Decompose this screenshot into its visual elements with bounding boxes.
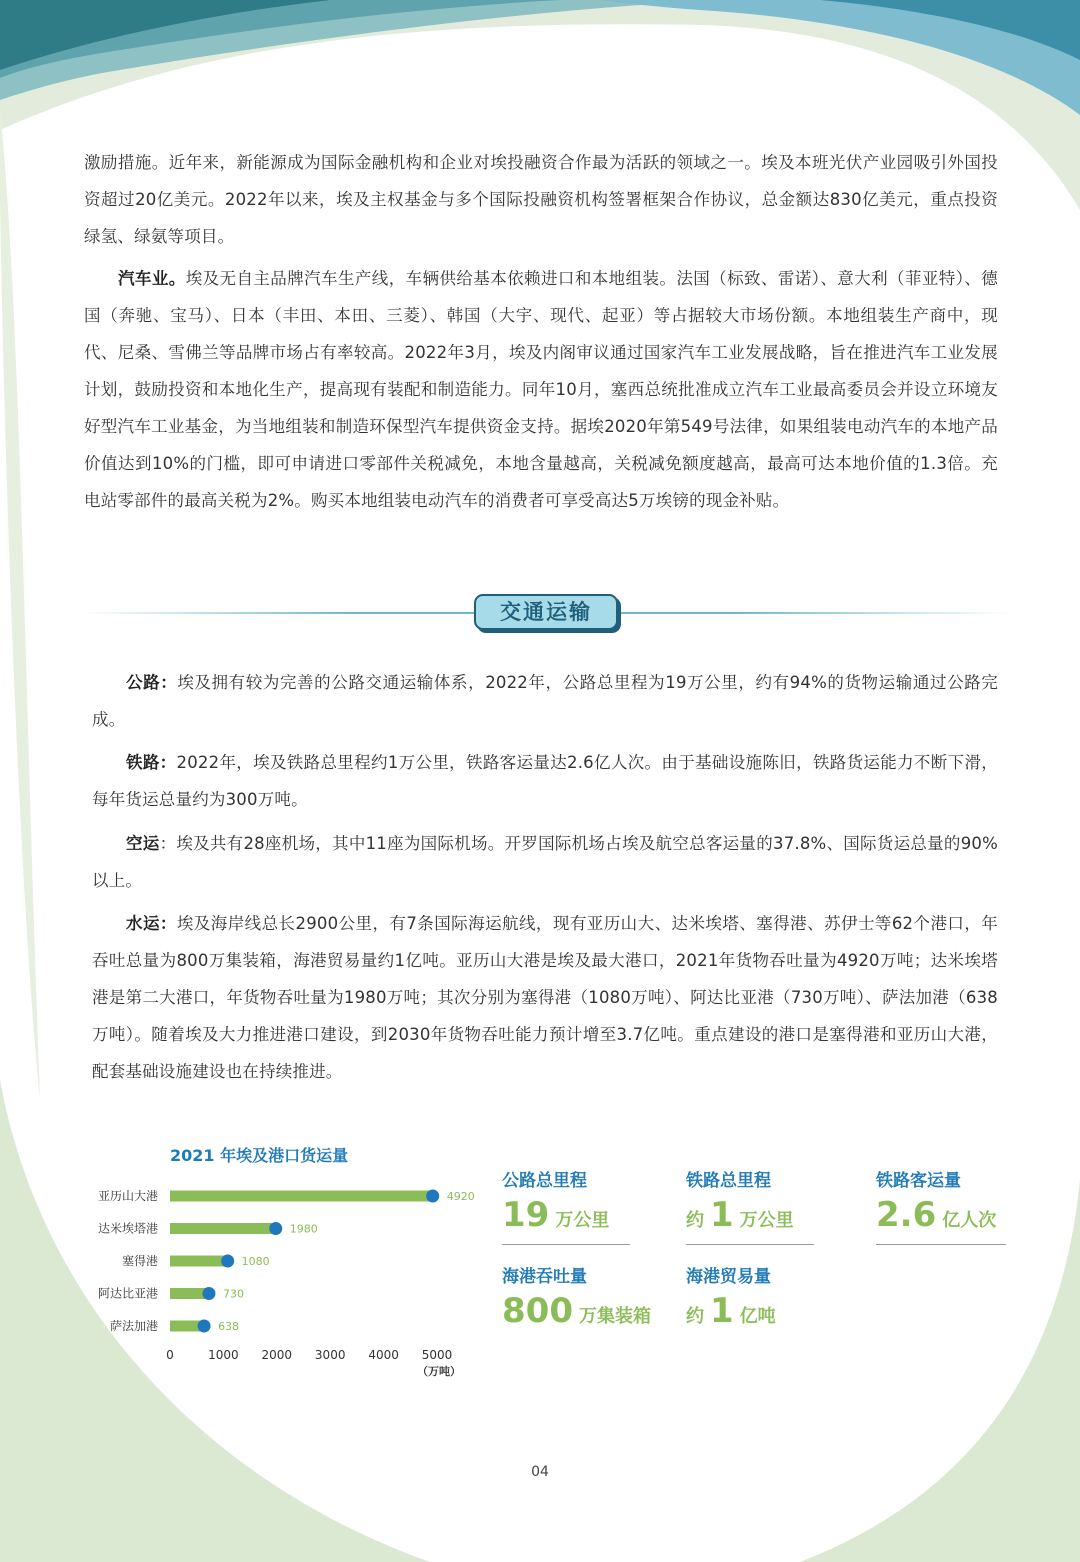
stat-road-mileage-number: 19	[502, 1195, 550, 1235]
paragraph-rail	[92, 744, 998, 818]
bar-value-label: 730	[222, 1287, 244, 1301]
section-title-transport: 交通运输	[474, 594, 618, 630]
air-text: ：埃及共有28座机场，其中11座为国际机场。开罗国际机场占埃及航空总客运量的37.8%、国际货运总量的90%以上。	[92, 834, 998, 890]
bar-category-label: 亚历山大港	[97, 1189, 158, 1203]
stat-port-throughput-value	[502, 1291, 651, 1331]
stat-divider	[686, 1244, 814, 1245]
paragraph-investment: 激励措施。近年来，新能源成为国际金融机构和企业对埃投融资合作最为活跃的领域之一。埃及本班光伏产业园吸引外国投资超过20亿美元。2022年以来，埃及主权基金与多个国际投融资机构签署框架合作协议，总金额达830亿美元，重点投资绿氢、绿氨等项目。	[84, 153, 998, 246]
page-number: 04	[531, 1464, 549, 1480]
stat-port-trade-unit: 亿吨	[739, 1306, 776, 1327]
bar-category-label: 阿达比亚港	[97, 1286, 158, 1301]
stat-road-mileage	[502, 1166, 609, 1235]
bar-end-marker	[221, 1255, 234, 1268]
stat-rail-passengers-label: 铁路客运量	[876, 1171, 961, 1191]
stat-rail-passengers-unit: 亿人次	[942, 1210, 997, 1231]
stat-port-throughput-unit: 万集装箱	[578, 1306, 651, 1327]
bar	[170, 1191, 433, 1202]
bar-end-marker	[202, 1287, 215, 1300]
air-heading: 空运	[126, 834, 160, 853]
stat-rail-mileage-number: 1	[710, 1195, 734, 1235]
stat-port-trade-value	[686, 1291, 776, 1331]
bar-category-label: 塞得港	[121, 1254, 158, 1268]
rail-heading: 铁路：	[126, 753, 177, 772]
automotive-text: 埃及无自主品牌汽车生产线，车辆供给基本依赖进口和本地组装。法国（标致、雷诺）、意大利（菲亚特）、德国（奔驰、宝马）、日本（丰田、本田、三菱）、韩国（大宇、现代、起亚）等占据较大市场份额。本地组装生产商中，现代、尼桑、雪佛兰等品牌市场占有率较高。2022年3月，埃及内阁审议通过国家汽车工业发展战略，旨在推进汽车工业发展计划，鼓励投资和本地化生产，提高现有装配和制造能力。同年10月，塞西总统批准成立汽车工业最高委员会并设立环境友好型汽车工业基金，为当地组装和制造环保型汽车提供资金支持。据埃2020年第549号法律，如果组装电动汽车的本地产品价值达到10%的门槛，即可申请进口零部件关税减免，本地含量越高，关税减免额度越高，最高可达本地价值的1.3倍。充电站零部件的最高关税为2%。购买本地组装电动汽车的消费者可享受高达5万埃镑的现金补贴。	[84, 269, 998, 510]
bar-value-label: 4920	[446, 1190, 475, 1203]
bar	[170, 1256, 228, 1267]
x-tick-label: 2000	[261, 1348, 293, 1362]
stat-rail-mileage-prefix: 约	[686, 1210, 704, 1231]
paragraph-road	[92, 664, 998, 738]
port-cargo-chart	[80, 1175, 500, 1390]
stat-rail-mileage-value	[686, 1195, 794, 1235]
stat-port-trade-number: 1	[710, 1291, 734, 1331]
chart-title: 2021 年埃及港口货运量	[170, 1146, 349, 1165]
x-tick-label: 4000	[368, 1348, 399, 1362]
bar-end-marker	[198, 1320, 211, 1333]
stat-rail-passengers	[876, 1166, 996, 1235]
x-tick-label: 1000	[208, 1348, 239, 1362]
x-axis-unit-label: （万吨）	[417, 1365, 461, 1378]
stat-road-mileage-unit: 万公里	[555, 1210, 610, 1231]
bar-value-label: 1080	[241, 1255, 270, 1268]
x-tick-label: 5000	[421, 1348, 453, 1362]
bar-category-label: 萨法加港	[109, 1319, 158, 1333]
paragraph-automotive	[84, 260, 998, 519]
stat-port-throughput-number: 800	[502, 1291, 573, 1331]
stat-road-mileage-value	[502, 1195, 609, 1235]
x-tick-label: 3000	[314, 1348, 346, 1362]
stat-port-trade-prefix: 约	[686, 1306, 704, 1327]
stat-port-throughput-label: 海港吞吐量	[502, 1267, 587, 1287]
x-tick-label: 0	[166, 1348, 174, 1362]
stat-port-trade	[686, 1262, 776, 1331]
stat-divider	[502, 1244, 630, 1245]
road-heading: 公路：	[126, 673, 178, 692]
stat-divider	[876, 1244, 1006, 1245]
paragraph-sea	[92, 905, 998, 1090]
stat-rail-passengers-value	[876, 1195, 996, 1235]
sea-text: 埃及海岸线总长2900公里，有7条国际海运航线，现有亚历山大、达米埃塔、塞得港、苏伊士等62个港口，年吞吐总量为800万集装箱，海港贸易量约1亿吨。亚历山大港是埃及最大港口，2021年货物吞吐量为4920万吨；达米埃塔港是第二大港口，年货物吞吐量为1980万吨；其次分别为塞得港（1080万吨）、阿达比亚港（730万吨）、萨法加港（638万吨）。随着埃及大力推进港口建设，到2030年货物吞吐能力预计增至3.7亿吨。重点建设的港口是塞得港和亚历山大港，配套基础设施建设也在持续推进。	[92, 914, 998, 1081]
bar-value-label: 1980	[289, 1222, 318, 1236]
road-text: 埃及拥有较为完善的公路交通运输体系，2022年，公路总里程为19万公里，约有94%的货物运输通过公路完成。	[92, 673, 998, 729]
bar-end-marker	[426, 1190, 439, 1203]
stat-rail-mileage-unit: 万公里	[739, 1210, 794, 1231]
rail-text: 2022年，埃及铁路总里程约1万公里，铁路客运量达2.6亿人次。由于基础设施陈旧，铁路货运能力不断下滑，每年货运总量约为300万吨。	[92, 753, 998, 809]
bar-category-label: 达米埃塔港	[97, 1221, 158, 1236]
stat-port-throughput	[502, 1262, 651, 1331]
bar	[170, 1223, 276, 1234]
stat-rail-mileage	[686, 1166, 794, 1235]
stat-port-trade-label: 海港贸易量	[686, 1267, 771, 1287]
stat-rail-mileage-label: 铁路总里程	[686, 1171, 771, 1191]
bar-value-label: 638	[218, 1320, 240, 1333]
stat-road-mileage-label: 公路总里程	[502, 1171, 587, 1191]
sea-heading: 水运：	[126, 914, 177, 933]
automotive-heading: 汽车业。	[118, 269, 186, 288]
paragraph-air	[92, 825, 998, 899]
stat-rail-passengers-number: 2.6	[876, 1195, 937, 1235]
bar-end-marker	[269, 1222, 282, 1235]
